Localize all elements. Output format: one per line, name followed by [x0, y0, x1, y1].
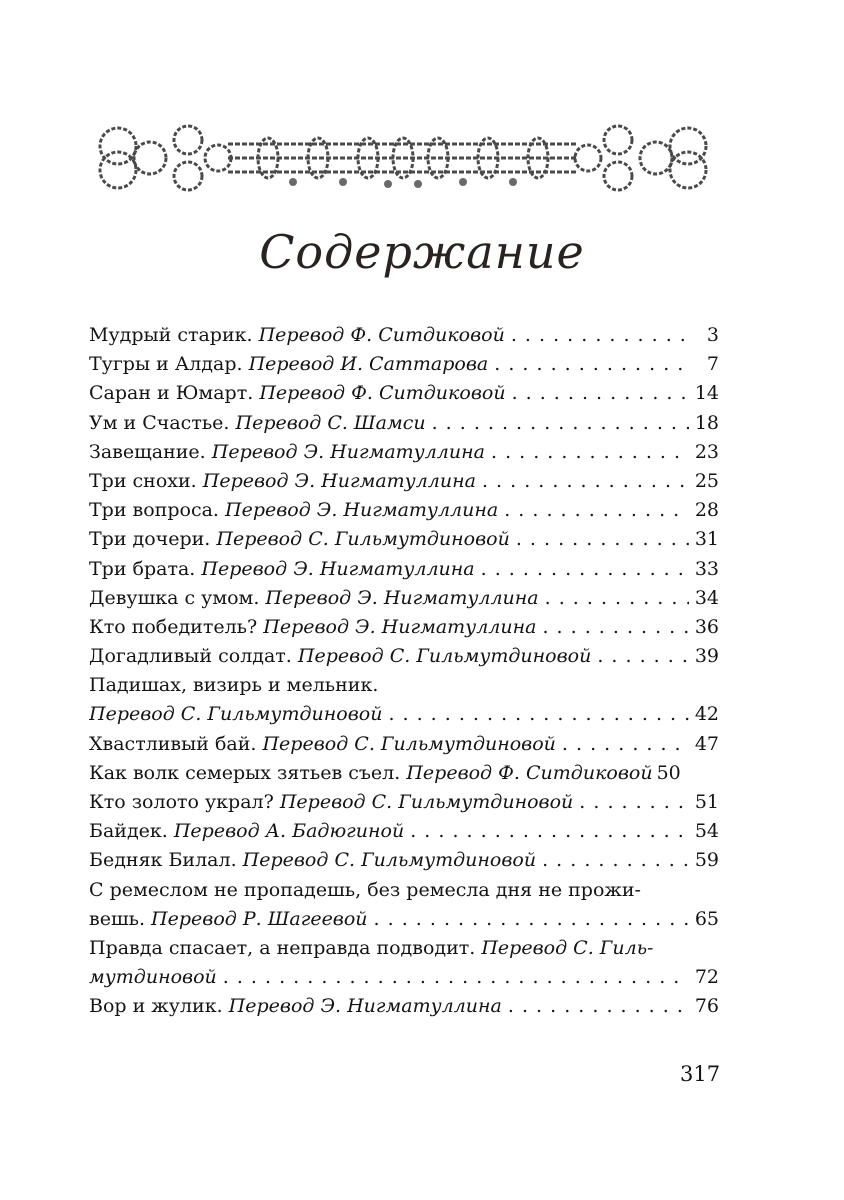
entry-translator: Перевод Э. Нигматуллина — [225, 499, 499, 522]
dot-leader — [388, 700, 688, 729]
toc-entry[interactable] — [89, 817, 719, 846]
dot-leader — [545, 584, 689, 613]
dot-leader — [491, 438, 689, 467]
entry-page: 50 — [656, 761, 681, 784]
entry-title: Тугры и Алдар. — [89, 353, 243, 376]
toc-entry-title-line[interactable] — [89, 934, 719, 963]
entry-page: 76 — [694, 995, 719, 1018]
entry-translator: Перевод А. Бадюгиной — [173, 820, 405, 843]
toc-entry[interactable] — [89, 350, 719, 379]
dot-leader — [579, 788, 689, 817]
toc-entry[interactable] — [89, 905, 719, 934]
entry-page: 31 — [694, 528, 719, 551]
entry-page: 34 — [694, 586, 719, 609]
entry-translator: Перевод Э. Нигматуллина — [201, 557, 475, 580]
entry-translator: Перевод Ф. Ситдиковой — [406, 761, 653, 784]
entry-title: Три дочери. — [89, 528, 211, 551]
toc-entry[interactable] — [89, 584, 719, 613]
toc-entry-title-line[interactable] — [89, 876, 719, 905]
entry-page: 3 — [706, 324, 719, 346]
toc-entry[interactable] — [89, 700, 719, 729]
entry-title: Байдек. — [89, 820, 168, 843]
entry-title: Завещание. — [89, 440, 206, 463]
entry-translator: Перевод Э. Нигматуллина — [265, 586, 539, 609]
entry-page: 54 — [694, 820, 719, 843]
entry-translator: Перевод Р. Шагеевой — [151, 907, 368, 930]
entry-translator: Перевод С. Гильмутдиновой — [216, 528, 510, 551]
dot-leader — [542, 846, 689, 875]
entry-translator: Перевод С. Гильмутдиновой — [279, 791, 574, 813]
toc-entry-title-line[interactable] — [89, 671, 719, 700]
toc-entry[interactable] — [89, 525, 719, 554]
entry-page: 33 — [694, 557, 719, 580]
entry-title: Мудрый старик. — [89, 324, 253, 346]
toc-entry[interactable] — [89, 730, 719, 759]
entry-title: вешь. — [89, 907, 145, 930]
entry-title: Вор и жулик. — [89, 995, 223, 1018]
toc-entry[interactable] — [89, 788, 719, 817]
entry-title: Правда спасает, а неправда подводит. — [89, 936, 476, 959]
entry-title: Догадливый солдат. — [89, 645, 292, 668]
toc-entry[interactable] — [89, 438, 719, 467]
entry-page: 36 — [694, 615, 719, 638]
toc-entry[interactable] — [89, 992, 719, 1021]
entry-translator: Перевод Э. Нигматуллина — [202, 469, 476, 492]
dot-leader — [597, 642, 688, 671]
entry-title: Три снохи. — [89, 469, 197, 492]
dot-leader — [410, 817, 689, 846]
page-number: 317 — [680, 1062, 721, 1086]
dot-leader — [374, 905, 689, 934]
entry-page: 72 — [694, 966, 719, 989]
entry-page: 47 — [694, 732, 719, 755]
entry-translator: Перевод И. Саттарова — [248, 353, 489, 376]
entry-page: 14 — [694, 382, 719, 405]
entry-translator: Перевод С. Гильмутдиновой — [242, 849, 537, 872]
dot-leader — [432, 409, 689, 438]
entry-title: Три брата. — [89, 557, 196, 580]
dot-leader — [542, 613, 688, 642]
entry-translator: Перевод Э. Нигматуллина — [211, 440, 485, 463]
dot-leader — [511, 321, 689, 350]
dot-leader — [481, 555, 689, 584]
entry-title: Как волк семерых зятьев съел. — [89, 761, 401, 784]
entry-page: 65 — [694, 907, 719, 930]
entry-title: Девушка с умом. — [89, 586, 260, 609]
toc-entry[interactable] — [89, 321, 719, 350]
entry-title: С ремеслом не пропадешь, без ремесла дня не прожи- — [89, 878, 641, 901]
toc-entry[interactable] — [89, 846, 719, 875]
dot-leader — [504, 496, 689, 525]
dot-leader — [494, 350, 689, 379]
entry-translator: Перевод Ф. Ситдиковой — [259, 382, 506, 405]
toc-entry[interactable] — [89, 759, 719, 788]
dot-leader — [482, 467, 689, 496]
dot-leader — [562, 730, 689, 759]
dot-leader — [223, 963, 689, 992]
entry-title: Три вопроса. — [89, 499, 219, 522]
entry-translator: Перевод Э. Нигматуллина — [263, 615, 537, 638]
entry-title: Хвастливый бай. — [89, 732, 257, 755]
entry-translator: Перевод С. Гильмутдиновой — [89, 703, 383, 726]
entry-title: Кто золото украл? — [89, 791, 274, 813]
dot-leader — [516, 525, 689, 554]
entry-page: 59 — [694, 849, 719, 872]
entry-page: 23 — [694, 440, 719, 463]
entry-title: Бедняк Билал. — [89, 849, 237, 872]
toc-entry[interactable] — [89, 642, 719, 671]
toc-entry[interactable] — [89, 409, 719, 438]
dot-leader — [508, 992, 689, 1021]
entry-title: Кто победитель? — [89, 615, 258, 638]
rope-knot-ornament — [88, 118, 718, 198]
entry-translator: Перевод С. Шамси — [235, 411, 426, 434]
toc-entry[interactable] — [89, 555, 719, 584]
entry-title: Падишах, визирь и мельник. — [89, 674, 379, 697]
entry-translator: Перевод Ф. Ситдиковой — [258, 324, 505, 346]
page-title: Содержание — [259, 225, 585, 279]
entry-translator: мутдиновой — [89, 966, 217, 989]
toc-entry[interactable] — [89, 467, 719, 496]
entry-translator: Перевод С. Гильмутдиновой — [262, 732, 556, 755]
entry-page: 28 — [694, 499, 719, 522]
entry-title: Саран и Юмарт. — [89, 382, 254, 405]
table-of-contents — [89, 321, 719, 1022]
entry-page: 39 — [694, 645, 719, 668]
entry-page: 18 — [694, 411, 719, 434]
toc-entry[interactable] — [89, 963, 719, 992]
entry-translator: Перевод Э. Нигматуллина — [228, 995, 502, 1018]
entry-page: 7 — [706, 353, 719, 376]
dot-leader — [512, 379, 689, 408]
entry-page: 51 — [694, 791, 719, 813]
entry-translator: Перевод С. Гильмутдиновой — [297, 645, 592, 668]
toc-entry[interactable] — [89, 496, 719, 525]
entry-page: 25 — [694, 469, 719, 492]
entry-translator: Перевод С. Гиль- — [481, 936, 654, 959]
toc-entry[interactable] — [89, 613, 719, 642]
toc-entry[interactable] — [89, 379, 719, 408]
entry-title: Ум и Счастье. — [89, 411, 230, 434]
entry-page: 42 — [694, 703, 719, 726]
